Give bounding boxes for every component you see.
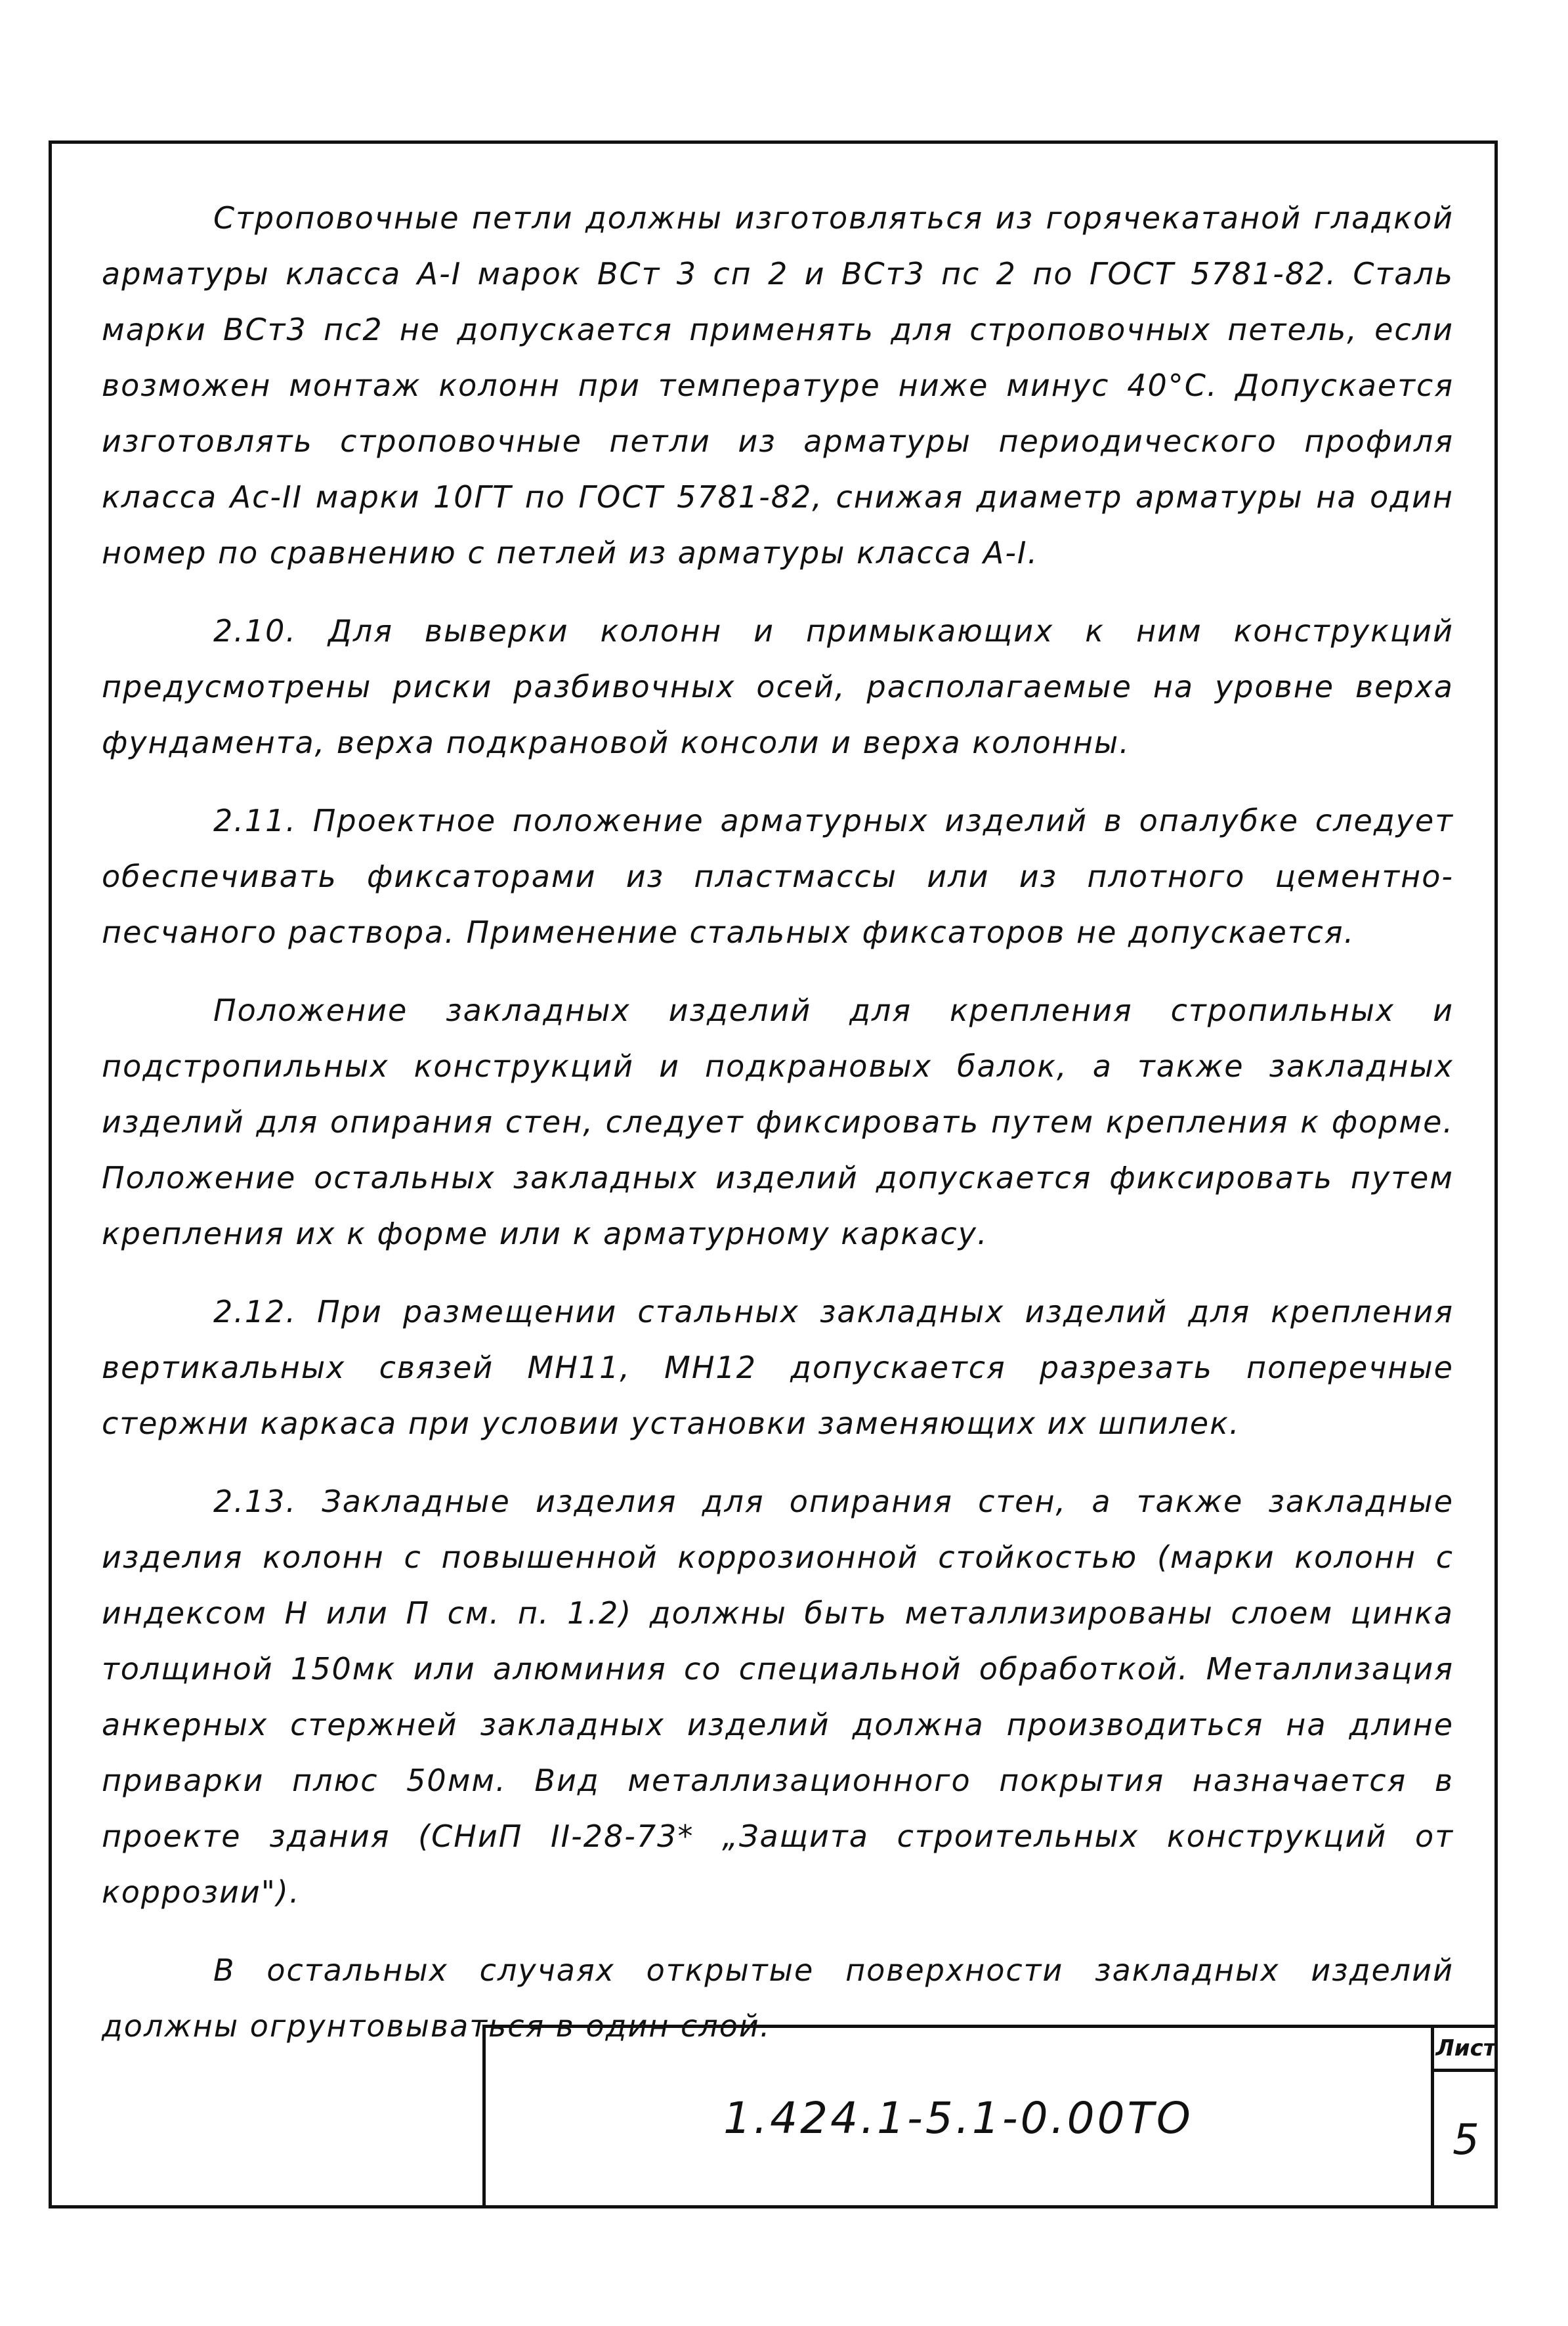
paragraph-other-cases: В остальных случаях открытые поверхности закладных изделий должны огрунтовываться в один слой. — [102, 1952, 1454, 2044]
paragraph-lifting-loops: Строповочные петли должны изготовляться из горячекатаной гладкой арматуры класса А-I марок ВСт 3 сп 2 и ВСт3 пс 2 по ГОСТ 5781-82. Сталь марки ВСт3 пс2 не допускается применять для строповочных петель, если возможен монтаж колонн при температуре ниже минус 40°С. Допускается изготовлять строповочные петли из арматуры периодического профиля класса Ас-II марки 10ГТ по ГОСТ 5781-82, снижая диаметр арматуры на один номер по сравнению с петлей из арматуры класса А-I. — [102, 200, 1454, 571]
paragraph-embedded-position: Положение закладных изделий для крепления стропильных и подстропильных конструкций и подкрановых балок, а также закладных изделий для опирания стен, следует фиксировать путем крепления к форме. Положение остальных закладных изделий допускается фиксировать путем крепления их к форме или к арматурному каркасу. — [102, 993, 1454, 1251]
paragraph-2-12: 2.12. При размещении стальных закладных изделий для крепления вертикальных связей МН11, МН12 допускается разрезать поперечные стержни каркаса при условии установки заменяющих их шпилек. — [102, 1294, 1454, 1441]
paragraph-2-11: 2.11. Проектное положение арматурных изделий в опалубке следует обеспечивать фиксаторами из пластмассы или из плотного цементно-песчаного раствора. Применение стальных фиксаторов не допускается. — [102, 803, 1454, 950]
document-body — [102, 190, 1454, 2077]
sheet-number: 5 — [1452, 2116, 1479, 2164]
sheet-label: Лист — [1434, 2028, 1498, 2072]
sheet-box — [1431, 2028, 1498, 2208]
paragraph-2-13: 2.13. Закладные изделия для опирания стен, а также закладные изделия колонн с повышенной коррозионной стойкостью (марки колонн с индексом Н или П см. п. 1.2) должны быть металлизированы слоем цинка толщиной 150мк или алюминия со специальной обработкой. Металлизация анкерных стержней закладных изделий должна производиться на длине приварки плюс 50мм. Вид металлизационного покрытия назначается в проекте здания (СНиП II-28-73* „Защита строительных конструкций от коррозии"). — [102, 1484, 1454, 1910]
document-code: 1.424.1-5.1-0.00ТО — [723, 2093, 1193, 2143]
title-block — [482, 2025, 1498, 2208]
paragraph-2-10: 2.10. Для выверки колонн и примыкающих к ним конструкций предусмотрены риски разбивочных осей, располагаемые на уровне верха фундамента, верха подкрановой консоли и верха колонны. — [102, 613, 1454, 760]
